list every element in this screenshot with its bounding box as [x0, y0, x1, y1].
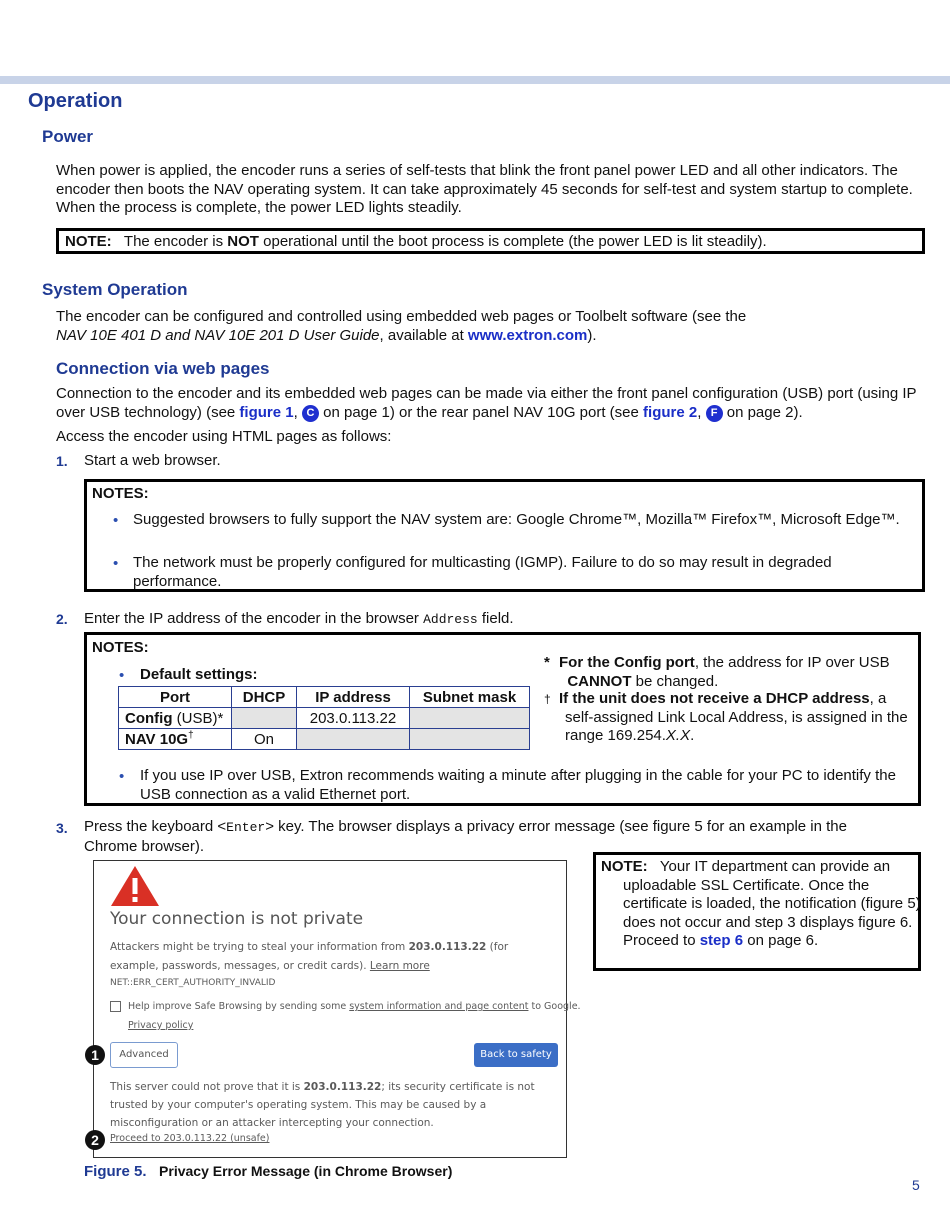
learn-more-link[interactable]: Learn more — [369, 959, 430, 972]
heading-system-operation: System Operation — [42, 280, 188, 299]
default-settings-table — [118, 686, 530, 750]
note-label: NOTE: — [65, 233, 112, 250]
notes-label: NOTES: — [92, 485, 149, 502]
note-browsers-text: Suggested browsers to fully support the NAV system are: Google Chrome™, Mozilla™ Firefox™, Microsoft Edge™. — [133, 511, 900, 528]
top-band — [0, 76, 950, 84]
page-number: 5 — [912, 1177, 920, 1193]
address-field-name: Address — [423, 612, 478, 627]
callout-f-icon: F — [706, 405, 723, 422]
col-port: Port — [119, 687, 232, 708]
system-info-link[interactable]: system information and page content — [349, 1001, 529, 1012]
heading-operation: Operation — [28, 90, 123, 112]
extron-link[interactable]: www.extron.com — [467, 326, 588, 344]
proceed-unsafe-link[interactable]: Proceed to 203.0.113.22 (unsafe) — [110, 1133, 270, 1144]
note-ssl-text: NOTE: Your IT department can provide an uploadable SSL Certificate. Once the certificate is loaded, the notification (figure 5) does not occur and step 3 displays figure 6. Proceed to step 6 on page 6. — [601, 858, 921, 949]
footnote-config: For the Config port, the address for IP over USB CANNOT be changed. — [559, 654, 890, 690]
note-multicast-text: The network must be properly configured for multicasting (IGMP). Failure to do so may result in degraded performance. — [133, 554, 832, 590]
footnote-dagger: † — [544, 692, 551, 706]
server-explanation: This server could not prove that it is 203.0.113.22; its security certificate is not trusted by your computer's operating system. This may be caused by a misconfiguration or an attacker intercepting your connection. — [110, 1081, 535, 1129]
default-settings-label: Default settings: — [140, 666, 258, 683]
col-ip: IP address — [297, 687, 410, 708]
back-to-safety-button[interactable]: Back to safety — [474, 1043, 558, 1067]
step-1-number: 1. — [56, 453, 68, 469]
callout-c-icon: C — [302, 405, 319, 422]
notes-browsers — [84, 479, 925, 592]
warning-triangle-icon — [109, 864, 161, 908]
system-paragraph: The encoder can be configured and controlled using embedded web pages or Toolbelt software (see the NAV 10E 401 D and NAV 10E 201 D User Guide, available at www.extron.com). — [56, 308, 747, 344]
safe-browsing-checkbox[interactable] — [110, 1001, 121, 1012]
table-row — [119, 729, 530, 750]
error-description: Attackers might be trying to steal your information from 203.0.113.22 (for example, passwords, messages, or credit cards). Learn more — [110, 941, 509, 972]
heading-connection-web: Connection via web pages — [56, 359, 270, 378]
note-ssl — [593, 852, 921, 971]
browser-screenshot — [93, 860, 581, 1158]
enter-key-name: Enter — [226, 820, 266, 835]
error-title: Your connection is not private — [110, 909, 364, 929]
col-dhcp: DHCP — [232, 687, 297, 708]
heading-power: Power — [42, 127, 94, 146]
user-guide-title: NAV 10E 401 D and NAV 10E 201 D User Guide — [56, 326, 380, 344]
step-2-number: 2. — [56, 611, 68, 627]
power-paragraph: When power is applied, the encoder runs a series of self-tests that blink the front panel power LED and all other indicators. The encoder then boots the NAV operating system. It can take approximately 45 seconds for self-test and system startup to complete. When the process is complete, the power LED lights steadily. — [56, 162, 913, 216]
cell-port: NAV 10G† — [119, 729, 232, 750]
note-text-end: operational until the boot process is complete (the power LED is lit steadily). — [258, 233, 767, 250]
safe-browsing-label: Help improve Safe Browsing by sending some system information and page content to Google. — [128, 1001, 581, 1012]
web-paragraph: Connection to the encoder and its embedded web pages can be made via either the front panel configuration (USB) port (using IP over USB technology) (see figure 1, C on page 1) or the rear panel NAV 10G port (see figure 2, F on page 2). — [56, 385, 917, 421]
notes-label: NOTES: — [92, 639, 149, 656]
table-header-row — [119, 687, 530, 708]
step-1-text: Start a web browser. — [84, 452, 221, 469]
step-3-number: 3. — [56, 820, 68, 836]
cell-mask — [410, 708, 530, 729]
note-usb-text: If you use IP over USB, Extron recommends waiting a minute after plugging in the cable for your PC to identify the USB connection as a valid Ethernet port. — [140, 767, 896, 803]
figure-caption — [84, 1163, 452, 1180]
step-3-text: Press the keyboard <Enter> key. The browser displays a privacy error message (see figure 5 for an example in the Chrome browser). — [84, 818, 847, 855]
cell-dhcp — [232, 708, 297, 729]
table-row — [119, 708, 530, 729]
step-6-link[interactable]: step 6 — [699, 932, 744, 949]
figure-1-link[interactable]: figure 1 — [239, 403, 294, 421]
bullet-icon: • — [119, 667, 125, 684]
cell-dhcp: On — [232, 729, 297, 750]
footnote-star: * — [544, 654, 550, 671]
note-text: The encoder is — [123, 233, 228, 250]
footnote-dhcp: If the unit does not receive a DHCP address, a self-assigned Link Local Address, is assigned in the range 169.254.X.X. — [559, 690, 908, 744]
figure-label: Figure 5. — [84, 1163, 147, 1180]
access-line: Access the encoder using HTML pages as follows: — [56, 428, 392, 445]
figure-title: Privacy Error Message (in Chrome Browser) — [159, 1163, 453, 1179]
cell-port: Config (USB)* — [119, 708, 232, 729]
note-boot — [56, 228, 925, 254]
col-mask: Subnet mask — [410, 687, 530, 708]
notes-default-settings — [84, 632, 921, 806]
bullet-icon: • — [119, 768, 125, 785]
callout-1-marker: 1 — [85, 1045, 105, 1065]
advanced-button[interactable]: Advanced — [110, 1042, 178, 1068]
privacy-policy-link[interactable]: Privacy policy — [128, 1020, 194, 1031]
cell-ip — [297, 729, 410, 750]
step-2-text: Enter the IP address of the encoder in the browser Address field. — [84, 610, 514, 627]
cell-ip: 203.0.113.22 — [297, 708, 410, 729]
bullet-icon: • — [113, 512, 119, 529]
bullet-icon: • — [113, 555, 119, 572]
callout-2-marker: 2 — [85, 1130, 105, 1150]
figure-2-link[interactable]: figure 2 — [643, 403, 698, 421]
error-code: NET::ERR_CERT_AUTHORITY_INVALID — [110, 978, 276, 988]
note-emphasis: NOT — [227, 233, 259, 250]
cell-mask — [410, 729, 530, 750]
